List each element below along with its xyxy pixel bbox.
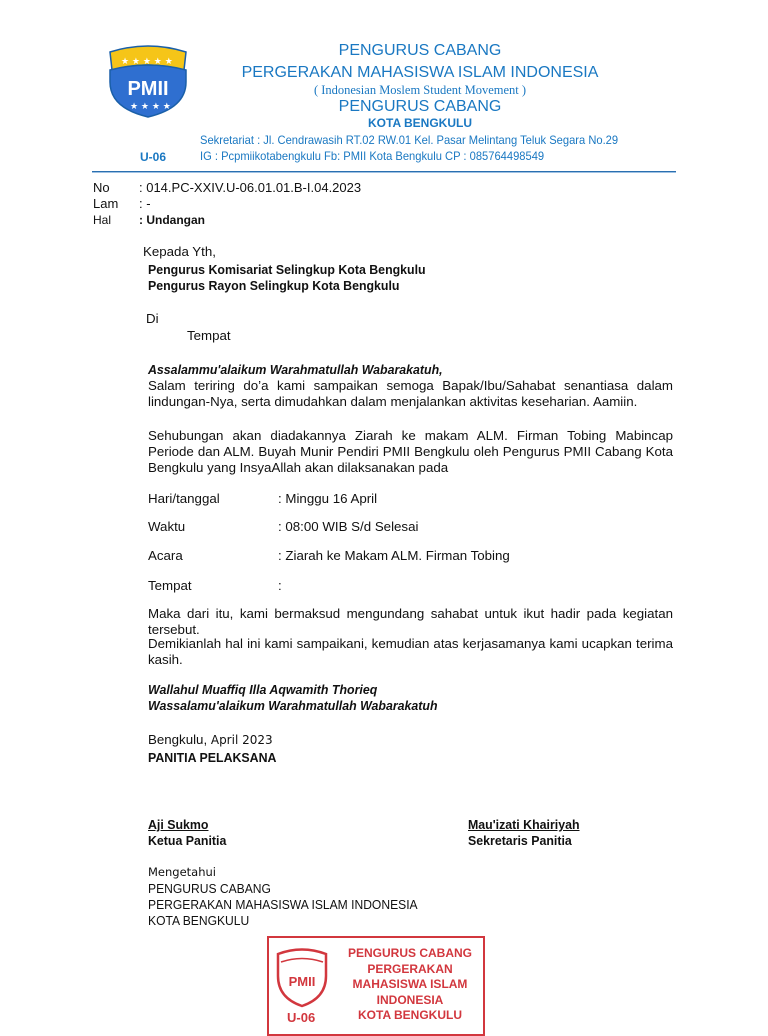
letter-subject: Hal : Undangan [93,213,205,227]
greeting: Kepada Yth, [143,244,216,259]
ack-org-3: KOTA BENGKULU [148,913,250,928]
header-divider [92,171,676,172]
org-code: U-06 [140,150,167,164]
closing-1: Wallahul Muaffiq Illa Aqwamith Thorieq [148,682,378,697]
org-city: KOTA BENGKULU [368,116,472,130]
secretary-name: Mau'izati Khairiyah [468,817,580,832]
chair-role: Ketua Panitia [148,833,227,848]
stamp-text: PENGURUS CABANG PERGERAKAN MAHASISWA ISLAM INDONESIA KOTA BENGKULU [347,946,472,1022]
sign-place-date: Bengkulu, April 2023 [148,732,273,747]
org-contact: IG : Pcpmiikotabengkulu Fb: PMII Kota Bengkulu CP : 085764498549 [200,149,545,163]
chair-name: Aji Sukmo [148,817,209,832]
org-address: Sekretariat : Jl. Cendrawasih RT.02 RW.01 Kel. Pasar Melintang Teluk Segara No.29 [200,133,619,147]
committee-title: PANITIA PELAKSANA [148,750,277,765]
ack-org-1: PENGURUS CABANG [148,881,271,896]
stamp-code: U-06 [287,1010,316,1025]
opening-salam: Assalammu'alaikum Warahmatullah Wabarakatuh, [148,362,443,377]
paragraph-4: Demikianlah hal ini kami sampaikani, kemudian atas kerjasamanya kami ucapkan terima kasih. [148,636,673,667]
paragraph-1: Salam teriring do’a kami sampaikan semoga Bapak/Ibu/Sahabat senantiasa dalam lindungan-Nya, serta dimudahkan dalam menjalankan aktivitas keseharian. Aamiin. [148,378,673,409]
letter-attachment: Lam : - [93,196,151,211]
di-label: Di [146,311,159,326]
letter-number: No : 014.PC-XXIV.U-06.01.01.B-I.04.2023 [93,180,362,195]
official-stamp [267,936,485,1036]
acknowledged-label: Mengetahui [148,865,216,879]
org-title: PENGURUS CABANG [338,42,502,59]
ack-org-2: PERGERAKAN MAHASISWA ISLAM INDONESIA [148,897,418,912]
secretary-role: Sekretaris Panitia [468,833,572,848]
svg-text:PMII: PMII [288,974,316,989]
recipient-1: Pengurus Komisariat Selingkup Kota Bengkulu [148,262,426,277]
org-subtitle: PENGURUS CABANG [338,98,502,115]
org-full-name: PERGERAKAN MAHASISWA ISLAM INDONESIA [241,64,599,81]
paragraph-2: Sehubungan akan diadakannya Ziarah ke makam ALM. Firman Tobing Mabincap Periode dan ALM. Buyah Munir Pendiri PMII Bengkulu oleh Pengurus PMII Cabang Kota Bengkulu yang InsyaAllah akan dilaksanakan pada [148,428,673,475]
paragraph-3: Maka dari itu, kami bermaksud mengundang sahabat untuk ikut hadir pada kegiatan tersebut. [148,606,673,637]
recipient-2: Pengurus Rayon Selingkup Kota Bengkulu [148,278,400,293]
svg-text:★ ★ ★ ★: ★ ★ ★ ★ [130,102,171,112]
org-english-name: ( Indonesian Moslem Student Movement ) [313,83,527,97]
closing-2: Wassalamu'alaikum Warahmatullah Wabarakatuh [148,698,438,713]
svg-text:PMII: PMII [127,78,169,100]
tempat-label: Tempat [187,328,231,343]
stamp-logo [275,946,329,1008]
svg-text:★ ★ ★ ★ ★: ★ ★ ★ ★ ★ [121,57,173,67]
